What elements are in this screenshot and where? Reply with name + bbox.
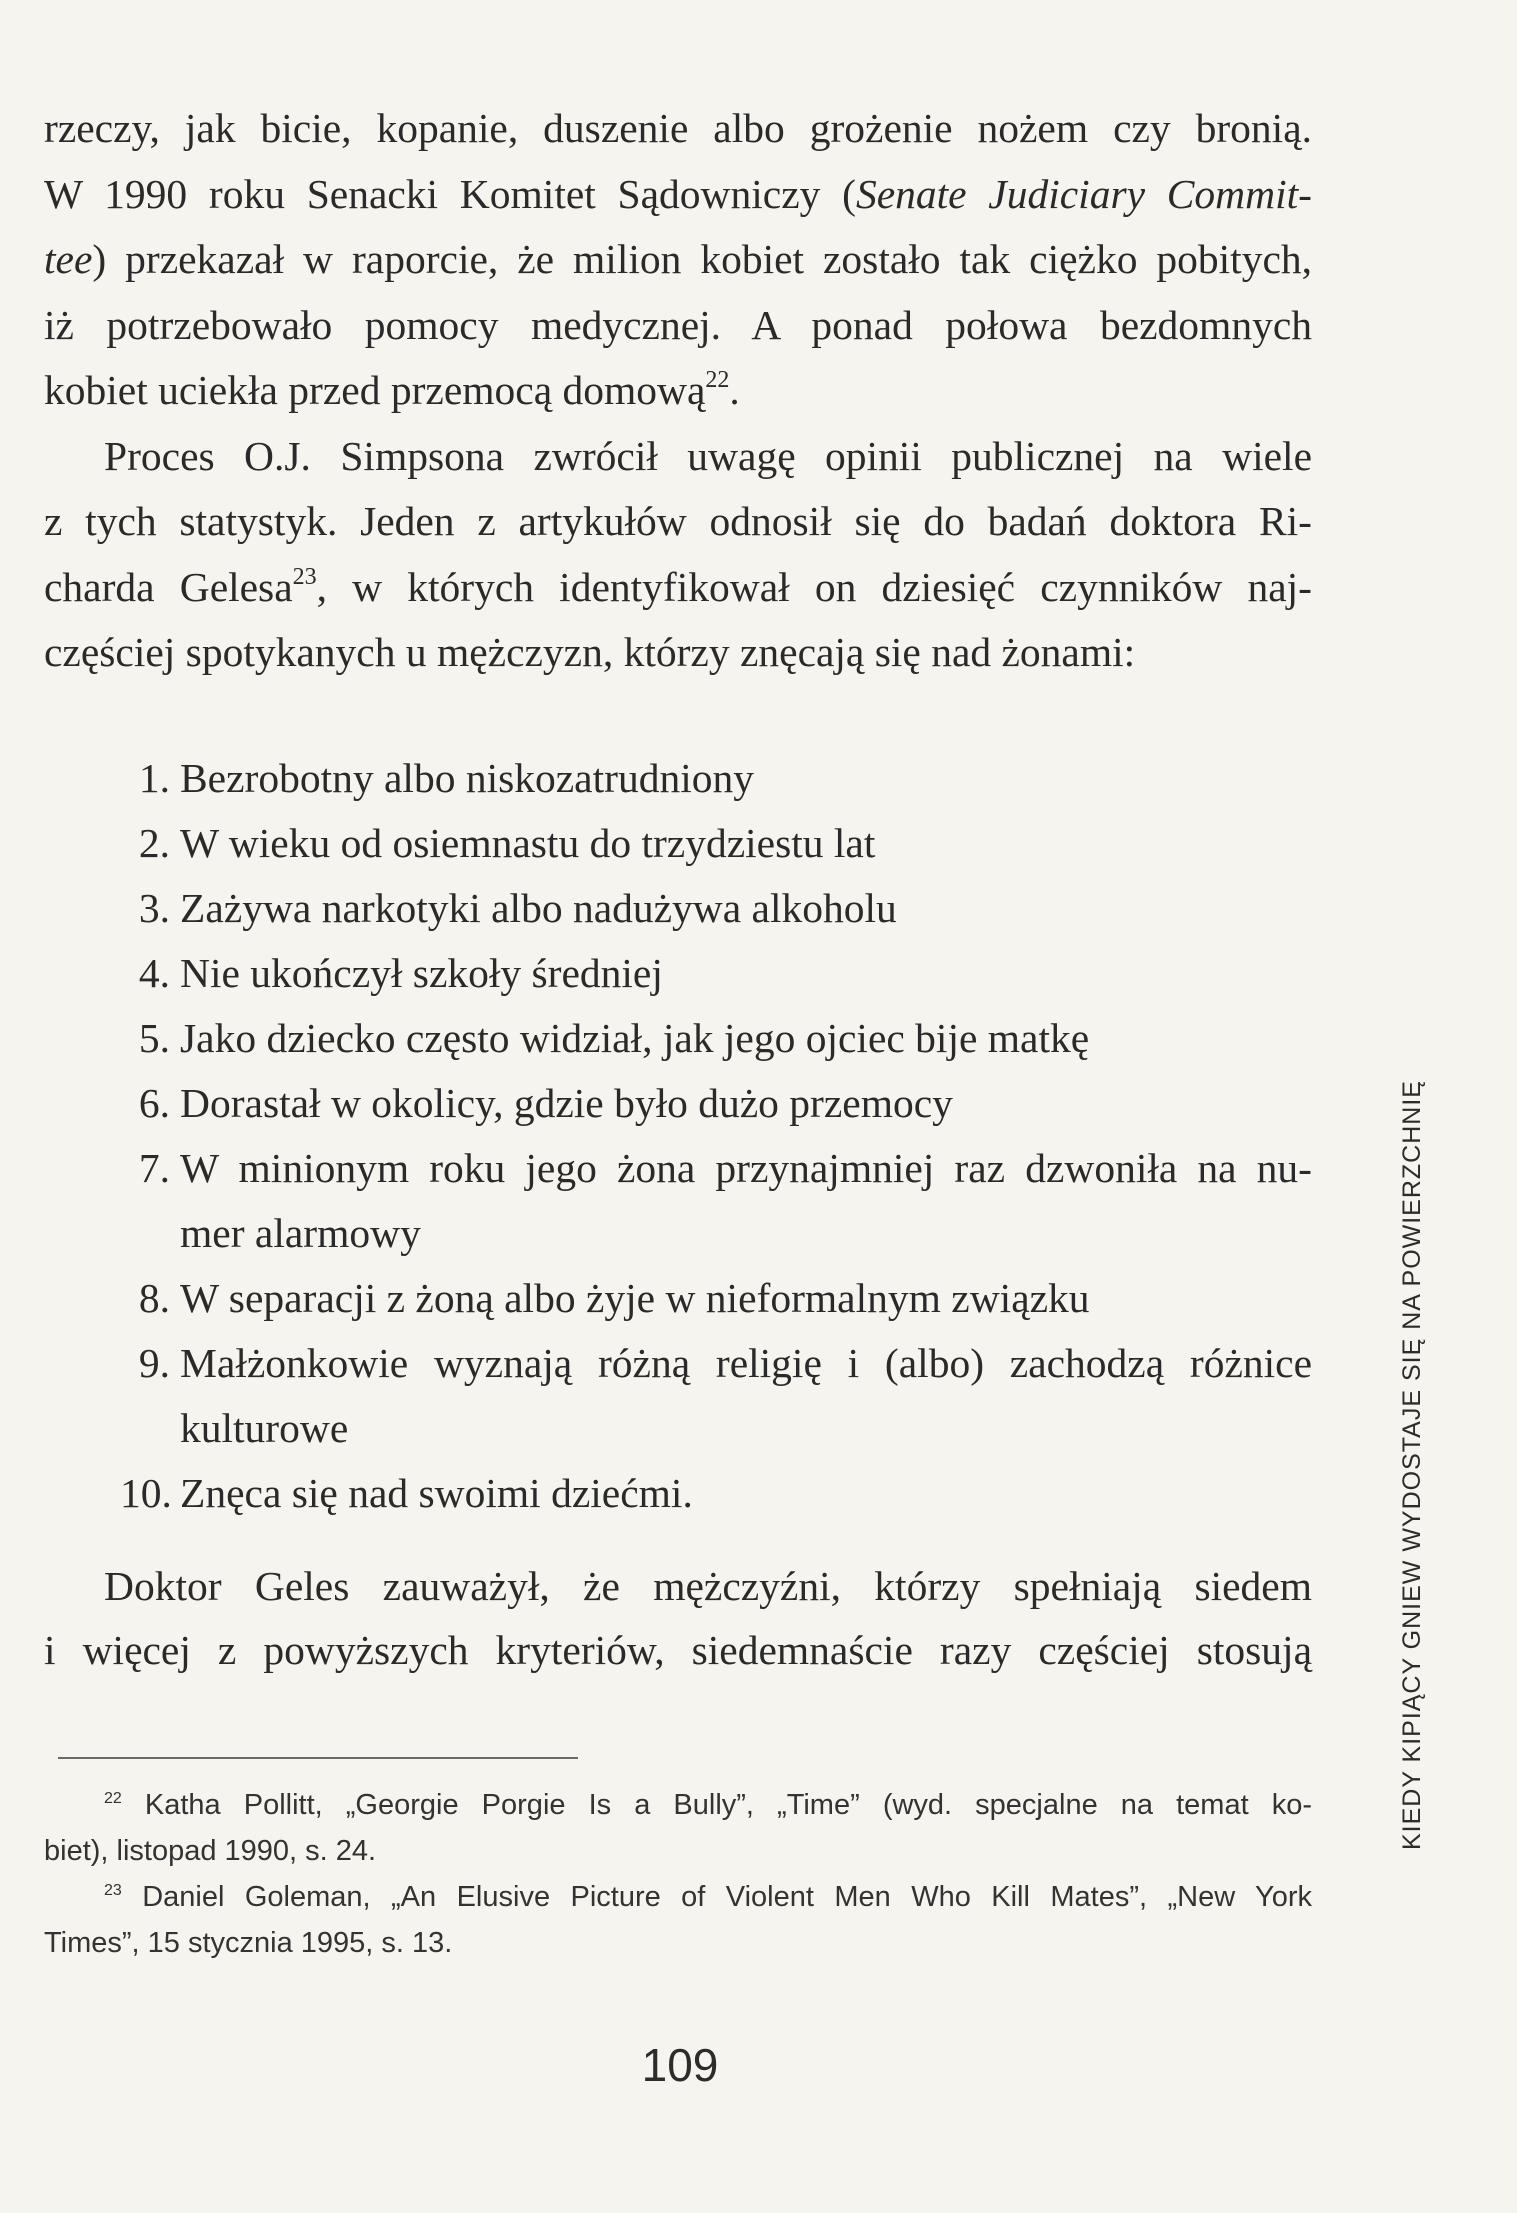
text-line: Małżonkowie wyznają różną religię i (albo) zachodzą różnice	[180, 1340, 1312, 1386]
text-line: kulturowe	[180, 1405, 349, 1451]
body-text	[44, 96, 1312, 686]
list-item	[120, 1006, 1312, 1071]
list-text: Znęca się nad swoimi dziećmi.	[180, 1470, 693, 1516]
footnote	[44, 1782, 1312, 1874]
text-span: , w których identyfikował on dziesięć czynników naj-	[316, 563, 1312, 610]
list-item	[120, 811, 1312, 876]
list-item	[120, 1461, 1312, 1526]
list-number: 6.	[138, 1080, 170, 1126]
list-item	[120, 876, 1312, 941]
list-text: W separacji z żoną albo żyje w nieformalnym związku	[180, 1275, 1090, 1321]
text-span: ) przekazał w raporcie, że milion kobiet zostało tak ciężko pobitych,	[92, 236, 1312, 282]
text-line	[44, 1782, 1312, 1828]
footnote-mark: 23	[104, 1882, 122, 1899]
footnote-divider	[58, 1757, 578, 1759]
list-text: Dorastał w okolicy, gdzie było dużo przemocy	[180, 1080, 953, 1126]
list-text	[170, 1331, 1312, 1461]
text-line: i więcej z powyższych kryteriów, siedemnaście razy częściej stosują	[44, 1627, 1312, 1673]
text-line	[44, 227, 1312, 293]
italic-text: tee	[44, 236, 93, 282]
list-number: 10.	[120, 1470, 172, 1516]
text-line	[44, 555, 1312, 621]
list-text: Jako dziecko często widział, jak jego ojciec bije matkę	[180, 1015, 1090, 1061]
list-number: 5.	[138, 1015, 170, 1061]
list-text: W wieku od osiemnastu do trzydziestu lat	[180, 820, 876, 866]
list-number: 2.	[138, 820, 170, 866]
list-number: 8.	[138, 1275, 170, 1321]
text-line	[44, 162, 1312, 228]
text-line: Proces O.J. Simpsona zwrócił uwagę opinii publicznej na wiele	[104, 432, 1312, 479]
text-line: Times”, 15 stycznia 1995, s. 13.	[44, 1927, 453, 1959]
text-line	[44, 1874, 1312, 1920]
text-span: W 1990 roku Senacki Komitet Sądowniczy (	[44, 170, 856, 217]
list-item	[120, 1136, 1312, 1266]
list-item	[120, 1331, 1312, 1461]
text-line: mer alarmowy	[180, 1210, 421, 1256]
italic-text: Senate Judiciary Commit-	[855, 170, 1312, 217]
list-number: 4.	[138, 950, 170, 996]
list-number: 7.	[138, 1145, 170, 1191]
list-item	[120, 941, 1312, 1006]
footnote-ref: 22	[705, 367, 730, 393]
list-item	[120, 1071, 1312, 1136]
text-line: W minionym roku jego żona przynajmniej raz dzwoniła na nu-	[180, 1145, 1312, 1191]
numbered-list	[120, 746, 1312, 1526]
text-line: Doktor Geles zauważył, że mężczyźni, którzy spełniają siedem	[104, 1563, 1312, 1609]
list-item	[120, 1266, 1312, 1331]
text-span: Katha Pollitt, „Georgie Porgie Is a Bully”, „Time” (wyd. specjalne na temat ko-	[144, 1789, 1312, 1821]
list-text: Nie ukończył szkoły średniej	[180, 950, 663, 996]
list-item	[120, 746, 1312, 811]
list-text: Zażywa narkotyki albo nadużywa alkoholu	[180, 885, 897, 931]
list-number: 3.	[138, 885, 170, 931]
page-number: 109	[641, 2039, 719, 2091]
paragraph-1	[44, 96, 1312, 424]
text-line	[44, 358, 1312, 424]
text-line: biet), listopad 1990, s. 24.	[44, 1835, 377, 1867]
list-number: 1.	[138, 755, 170, 801]
text-line: z tych statystyk. Jeden z artykułów odnosił się do badań doktora Ri-	[44, 498, 1312, 544]
paragraph-2	[44, 424, 1312, 686]
footnotes	[44, 1782, 1312, 1966]
paragraph-3	[44, 1554, 1312, 1682]
text-line: częściej spotykanych u mężczyzn, którzy znęcają się nad żonami:	[44, 629, 1136, 675]
list-text	[170, 1136, 1312, 1266]
text-span: kobiet uciekła przed przemocą domową	[44, 367, 706, 413]
text-span: .	[729, 367, 740, 413]
text-line: rzeczy, jak bicie, kopanie, duszenie albo grożenie nożem czy bronią.	[44, 105, 1312, 151]
text-span: charda Gelesa	[44, 563, 293, 610]
text-line: iż potrzebowało pomocy medycznej. A ponad połowa bezdomnych	[44, 301, 1312, 348]
running-head: KIEDY KIPIĄCY GNIEW WYDOSTAJE SIĘ NA POWIERZCHNIĘ	[1398, 1080, 1426, 1850]
list-number: 9.	[138, 1340, 170, 1386]
footnote-ref: 23	[292, 563, 317, 590]
text-span: Daniel Goleman, „An Elusive Picture of Violent Men Who Kill Mates”, „New York	[142, 1881, 1313, 1913]
footnote-mark: 22	[104, 1790, 122, 1807]
footnote	[44, 1874, 1312, 1966]
list-text: Bezrobotny albo niskozatrudniony	[180, 755, 754, 801]
